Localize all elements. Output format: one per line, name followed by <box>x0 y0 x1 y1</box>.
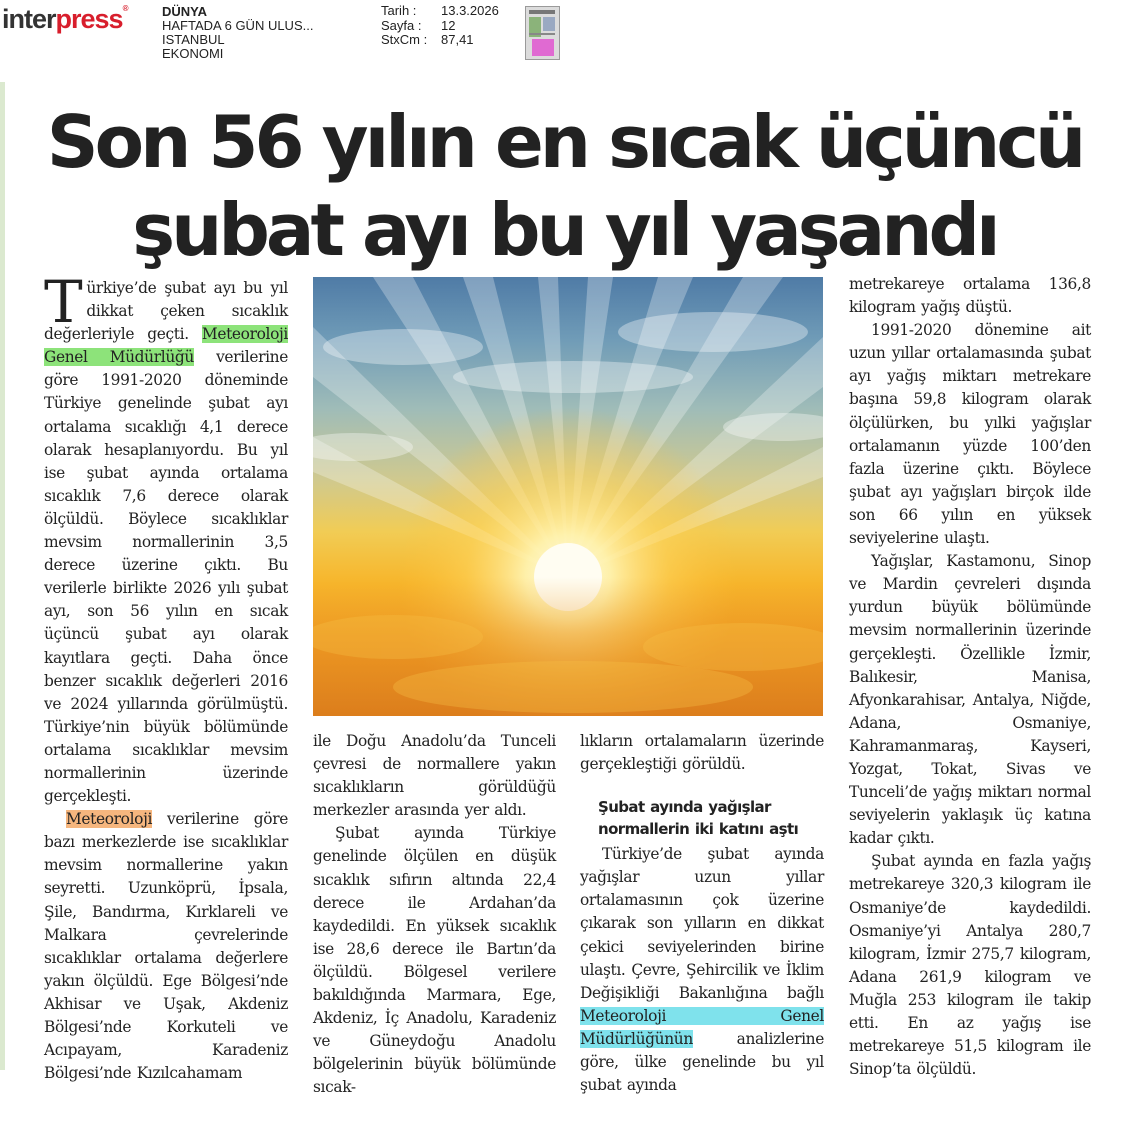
text-run: verilerine göre 1991-2020 döneminde Türkiye genelinde şubat ayı ortalama sıcaklığı 4,1 derece olarak hesaplanıyordu. Bu yıl ise şubat ayında ortalama sıcaklık 7,6 derece olarak ölçüldü. Böylece sıcaklıklar mevsim normallerinin 3,5 derece üzerine çıktı. Bu verilerle birlikte 2026 yılı şubat ayı, son 56 yılın en sıcak üçüncü şubat ayı olarak kayıtlara geçti. Daha önce benzer sıcaklık değerleri 2016 ve 2024 yıllarında görülmüştü. Türkiye’nin büyük bölümünde ortalama sıcaklıklar mevsim normallerinin üzerinde gerçekleşti. <box>44 348 288 806</box>
paragraph <box>44 268 288 808</box>
drop-cap: T <box>44 268 83 336</box>
article-headline <box>0 98 1129 274</box>
clipping-header <box>0 0 1129 70</box>
text-run: ürkiye’de şubat ayı bu yıl dikkat çeken sıcaklık değerleriyle geçti. <box>44 279 288 344</box>
page-label: Sayfa : <box>381 17 422 33</box>
logo-text-main: inter <box>2 4 56 34</box>
thumbnail-block <box>543 17 555 31</box>
publication-name: DÜNYA <box>162 4 208 19</box>
stxcm-value: 87,41 <box>441 32 474 47</box>
text-run: verilerine göre bazı merkezlerde ise sıcaklıklar mevsim normallerine yakın seyretti. Uzunköprü, İpsala, Şile, Bandırma, Kırklareli ve Malkara çevrelerinde sıcaklıklar ortalama değerlere yakın ölçüldü. Ege Bölgesi’nde Akhisar ve Uşak, Akdeniz Bölgesi’nde Korkuteli ve Acıpayam, Karadeniz Bölgesi’nde Kızılcahamam <box>44 810 288 1083</box>
paragraph: metrekareye ortalama 136,8 kilogram yağış düştü. <box>849 275 1091 317</box>
thumbnail-masthead <box>529 10 555 14</box>
thumbnail-rule <box>529 33 555 35</box>
headline-line-1: Son 56 yılın en sıcak üçüncü <box>46 100 1083 184</box>
headline-line-2: şubat ayı bu yıl yaşandı <box>132 188 997 272</box>
article-column-2 <box>313 730 556 1100</box>
source-info <box>162 5 313 61</box>
interpress-logo <box>2 4 128 35</box>
sun-rays-illustration <box>313 277 823 716</box>
stxcm-row <box>381 33 499 48</box>
publication-frequency: HAFTADA 6 GÜN ULUS... <box>162 18 314 33</box>
stxcm-label: StxCm : <box>381 32 428 47</box>
clipping-meta <box>381 4 499 48</box>
date-row <box>381 4 499 19</box>
date-value: 13.3.2026 <box>441 3 499 18</box>
highlight-meteoroloji-genel-mudurlugu: Meteoroloji Genel Müdürlüğü <box>44 325 288 367</box>
publication-section: EKONOMI <box>162 46 224 61</box>
page-row <box>381 19 499 34</box>
article-column-4 <box>849 273 1091 1081</box>
paragraph <box>580 843 824 1097</box>
highlight-meteoroloji-genel-mudurlugunun: Meteoroloji Genel Müdürlüğünün <box>580 1006 824 1048</box>
paragraph: Şubat ayında Türkiye genelinde ölçülen en düşük sıcaklık sıfırın altında 22,4 derece ile Ardahan’da kaydedildi. En yüksek sıcaklık ise 28,6 derece ile Bartın’da ölçüldü. Bölgesel verilere bakıldığında Marmara, Ege, Akdeniz, İç Anadolu, Karadeniz ve Güneydoğu Anadolu bölgelerinin büyük bölümünde sıcak- <box>313 824 556 1097</box>
page-value: 12 <box>441 17 456 33</box>
paragraph: Yağışlar, Kastamonu, Sinop ve Mardin çevreleri dışında yurdun büyük bölümünde mevsim normallerinin üzerinde gerçekleşti. Özellikle İzmir, Balıkesir, Manisa, Afyonkarahisar, Antalya, Niğde, Adana, Osmaniye, Kahramanmaraş, Kayseri, Yozgat, Tokat, Sivas ve Tunceli’de yağış miktarı normal seviyelerin yaklaşık üç katına kadar çıktı. <box>849 552 1091 848</box>
paragraph: 1991-2020 dönemine ait uzun yıllar ortalamasında şubat ayı yağış miktarı metrekare başına 59,8 kilogram olarak ölçülürken, bu yılki yağışlar ortalamanın yüzde 100’den fazla üzerine çıktı. Böylece şubat ayı yağışları birçok ilde son 66 yılın en yüksek seviyelerine ulaştı. <box>849 321 1091 548</box>
sunrise-photo <box>313 277 823 716</box>
logo-text-accent: press <box>55 4 123 34</box>
date-label: Tarih : <box>381 3 417 18</box>
article-subheading: Şubat ayında yağışlar normallerin iki katını aştı <box>598 798 799 839</box>
thumbnail-article-highlight <box>532 39 554 56</box>
publication-city: ISTANBUL <box>162 32 225 47</box>
paragraph: Şubat ayında en fazla yağış metrekareye 320,3 kilogram ile Osmaniye’de kaydedildi. Osmaniye’yi Antalya 280,7 kilogram, İzmir 275,7 kilogram, Adana 261,9 kilogram ve Muğla 253 kilogram ile takip etti. En az yağış ise metrekareye 51,5 kilogram ile Sinop’ta ölçüldü. <box>849 852 1091 1079</box>
paragraph <box>44 808 288 1085</box>
paragraph: ile Doğu Anadolu’da Tunceli çevresi de normallere yakın sıcaklıkların görüldüğü merkezler arasında yer aldı. <box>313 732 556 820</box>
article-column-1 <box>44 268 288 1085</box>
highlight-meteoroloji: Meteoroloji <box>66 810 153 829</box>
paragraph: lıkların ortalamaların üzerinde gerçekleştiği görüldü. <box>580 732 824 774</box>
registered-mark: ® <box>122 4 129 13</box>
page-thumbnail[interactable] <box>525 6 560 60</box>
text-run: Türkiye’de şubat ayında yağışlar uzun yıllar ortalamasının çok üzerine çıkarak son yılların en dikkat çekici seviyelerinden birine ulaştı. Çevre, Şehircilik ve İklim Değişikliği Bakanlığına bağlı <box>580 845 824 1002</box>
text-run: analizlerine göre, ülke genelinde bu yıl şubat ayında <box>580 1029 824 1095</box>
article-column-3 <box>580 730 824 1097</box>
